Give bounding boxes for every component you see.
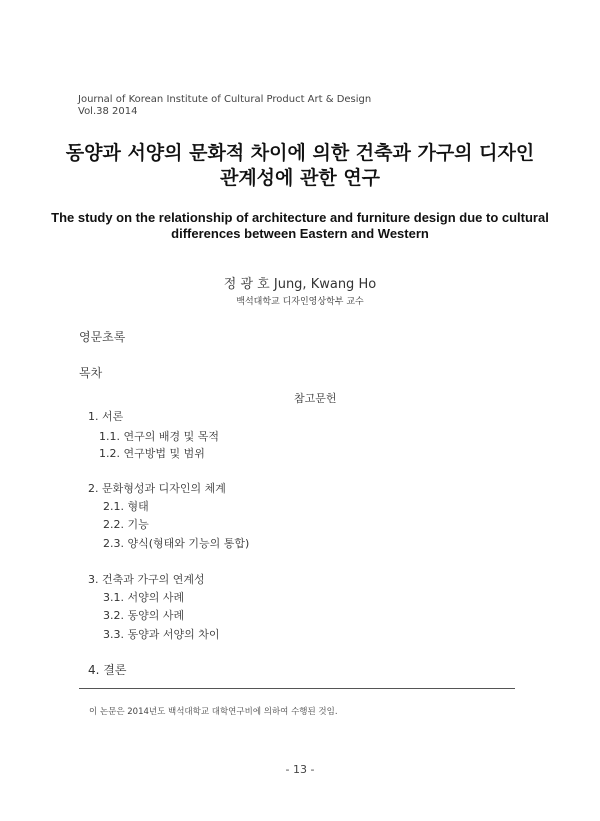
korean-title-line1: 동양과 서양의 문화적 차이에 의한 건축과 가구의 디자인 [65,142,535,164]
footnote-divider [79,688,515,689]
toc-section-3: 3. 건축과 가구의 연계성 [88,573,205,586]
korean-title-line2: 관계성에 관한 연구 [219,167,381,189]
toc-section-1: 1. 서론 [88,410,124,423]
toc-heading: 목차 [79,366,103,380]
toc-section-2-3: 2.3. 양식(형태와 기능의 통합) [103,537,250,550]
footnote: 이 논문은 2014년도 백석대학교 대학연구비에 의하여 수행된 것임. [89,707,338,717]
author-name: 정 광 호 Jung, Kwang Ho [223,277,377,292]
toc-section-3-3: 3.3. 동양과 서양의 차이 [103,628,220,641]
toc-section-2: 2. 문화형성과 디자인의 체계 [88,482,226,495]
english-title-line2: differences between Eastern and Western [171,226,429,241]
toc-section-3-2: 3.2. 동양의 사례 [103,609,185,622]
english-title [0,210,600,242]
journal-volume: Vol.38 2014 [78,106,138,117]
journal-header [78,94,371,118]
toc-section-1-2: 1.2. 연구방법 및 범위 [99,447,205,460]
toc-section-4: 4. 결론 [88,663,127,677]
english-title-line1: The study on the relationship of architecture and furniture design due to cultural [51,210,549,225]
references-heading: 참고문헌 [294,392,337,405]
page-number: - 13 - [285,763,315,776]
toc-section-2-2: 2.2. 기능 [103,518,149,531]
korean-title [0,141,600,191]
journal-name: Journal of Korean Institute of Cultural Product Art & Design [78,94,372,105]
toc-section-3-1: 3.1. 서양의 사례 [103,591,185,604]
toc-section-1-1: 1.1. 연구의 배경 및 목적 [99,430,219,443]
toc-section-2-1: 2.1. 형태 [103,500,149,513]
author-affiliation: 백석대학교 디자인영상학부 교수 [236,297,364,307]
abstract-heading: 영문초록 [79,330,126,344]
